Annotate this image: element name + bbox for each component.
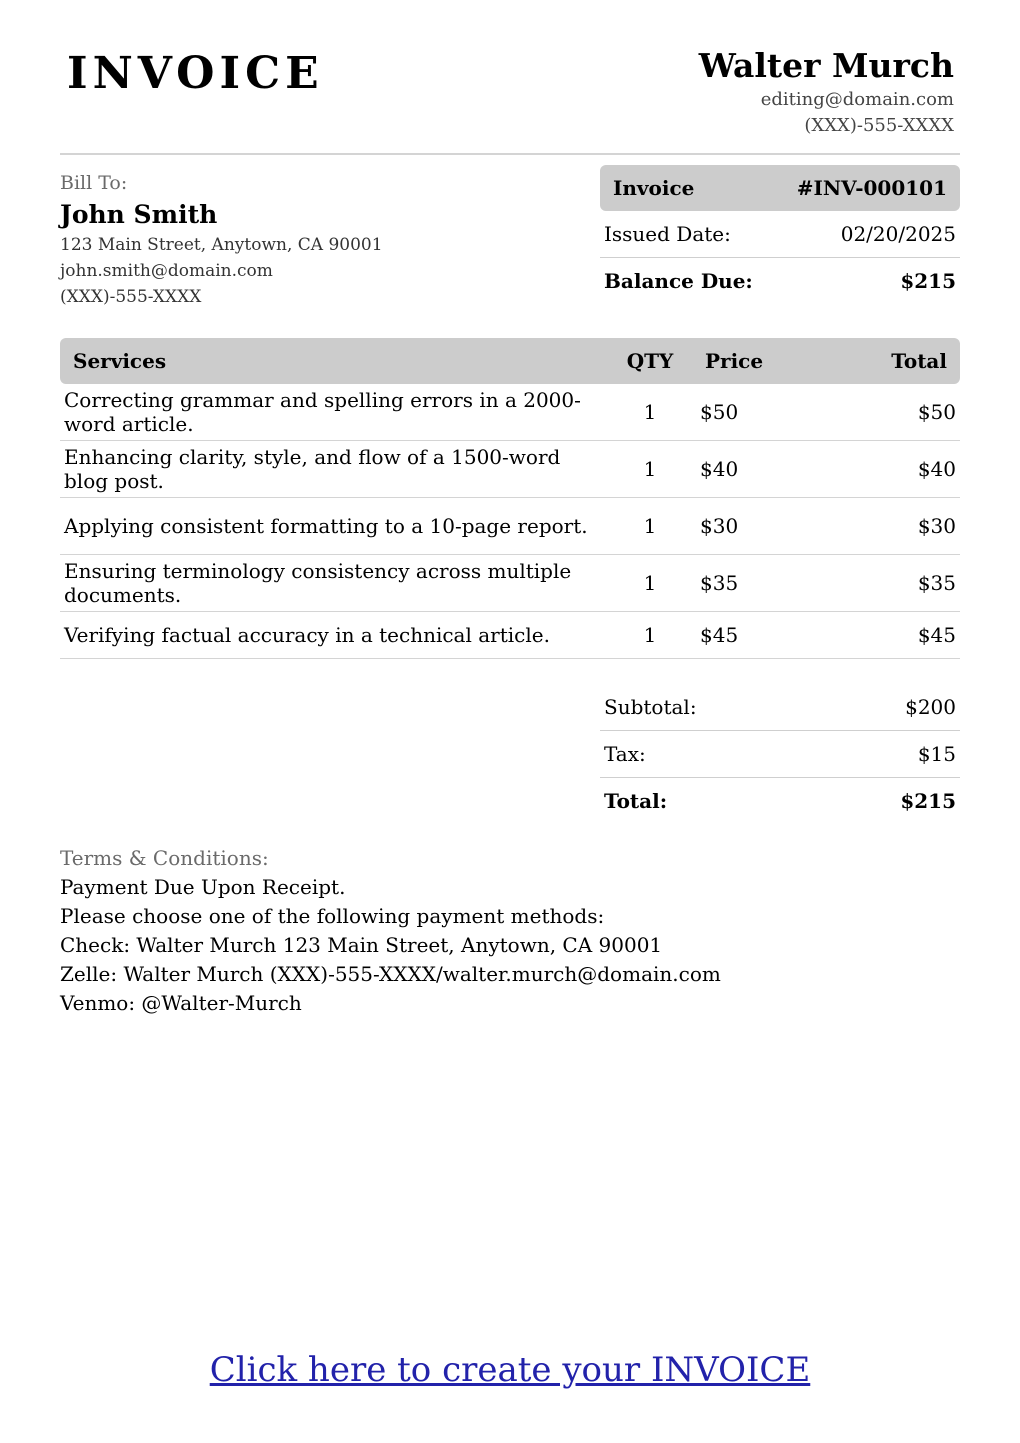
table-row (60, 498, 960, 555)
grand-total-row (600, 778, 960, 824)
invoice-meta (600, 165, 960, 304)
tax-value: $15 (917, 742, 956, 766)
row-total: $50 (917, 400, 956, 424)
balance-due-label: Balance Due: (604, 269, 753, 293)
tax-label: Tax: (604, 742, 646, 766)
grand-total-value: $215 (900, 789, 956, 813)
row-total: $35 (917, 571, 956, 595)
invoice-label: Invoice (613, 176, 695, 200)
tax-row (600, 731, 960, 778)
terms-line: Venmo: @Walter-Murch (60, 991, 302, 1015)
row-price: $30 (700, 514, 739, 538)
client-name: John Smith (60, 200, 218, 229)
row-qty: 1 (643, 400, 657, 424)
terms-label: Terms & Conditions: (60, 846, 269, 870)
terms-line: Payment Due Upon Receipt. (60, 875, 346, 899)
balance-due-row (600, 258, 960, 304)
grand-total-label: Total: (604, 789, 668, 813)
table-row (60, 555, 960, 612)
header-services: Services (73, 349, 167, 373)
client-address: 123 Main Street, Anytown, CA 90001 (60, 235, 383, 255)
terms-line: Check: Walter Murch 123 Main Street, Anytown, CA 90001 (60, 933, 663, 957)
issued-date-row (600, 211, 960, 258)
issued-date-label: Issued Date: (604, 222, 731, 246)
document-title: INVOICE (67, 48, 324, 99)
seller-info (699, 45, 954, 139)
row-qty: 1 (643, 571, 657, 595)
row-price: $50 (700, 400, 739, 424)
row-service: Verifying factual accuracy in a technical article. (64, 623, 550, 647)
client-email: john.smith@domain.com (60, 261, 273, 281)
subtotal-label: Subtotal: (604, 695, 697, 719)
services-table (60, 338, 960, 659)
row-service: Applying consistent formatting to a 10-page report. (64, 514, 588, 538)
terms-line: Please choose one of the following payment methods: (60, 904, 605, 928)
terms-line: Zelle: Walter Murch (XXX)-555-XXXX/walter.murch@domain.com (60, 962, 721, 986)
bill-to-section (60, 170, 580, 310)
totals-section (600, 684, 960, 824)
table-row (60, 441, 960, 498)
table-row (60, 384, 960, 441)
row-price: $35 (700, 571, 739, 595)
create-invoice-link[interactable]: Click here to create your INVOICE (209, 1350, 811, 1390)
row-qty: 1 (643, 514, 657, 538)
bill-to-label: Bill To: (60, 172, 128, 194)
row-qty: 1 (643, 623, 657, 647)
balance-due-value: $215 (900, 269, 956, 293)
seller-name: Walter Murch (698, 46, 954, 85)
row-service: Ensuring terminology consistency across multiple documents. (64, 559, 572, 607)
issued-date-value: 02/20/2025 (840, 222, 956, 246)
header-divider (60, 153, 960, 155)
subtotal-row (600, 684, 960, 731)
table-row (60, 612, 960, 659)
client-phone: (XXX)-555-XXXX (60, 287, 202, 307)
seller-email: editing@domain.com (760, 89, 954, 110)
seller-phone: (XXX)-555-XXXX (804, 115, 954, 136)
invoice-number: #INV-000101 (796, 176, 947, 200)
header-qty: QTY (626, 349, 674, 373)
row-total: $45 (917, 623, 956, 647)
row-service: Enhancing clarity, style, and flow of a 1500-word blog post. (64, 445, 561, 493)
terms-section (60, 843, 960, 1018)
subtotal-value: $200 (905, 695, 956, 719)
row-qty: 1 (643, 457, 657, 481)
row-price: $45 (700, 623, 739, 647)
row-service: Correcting grammar and spelling errors in a 2000-word article. (64, 388, 581, 436)
invoice-number-header (600, 165, 960, 211)
row-price: $40 (700, 457, 739, 481)
header-price: Price (705, 349, 764, 373)
row-total: $40 (917, 457, 956, 481)
table-header (60, 338, 960, 384)
header-total: Total (891, 349, 947, 373)
invoice-header (60, 40, 960, 140)
row-total: $30 (917, 514, 956, 538)
